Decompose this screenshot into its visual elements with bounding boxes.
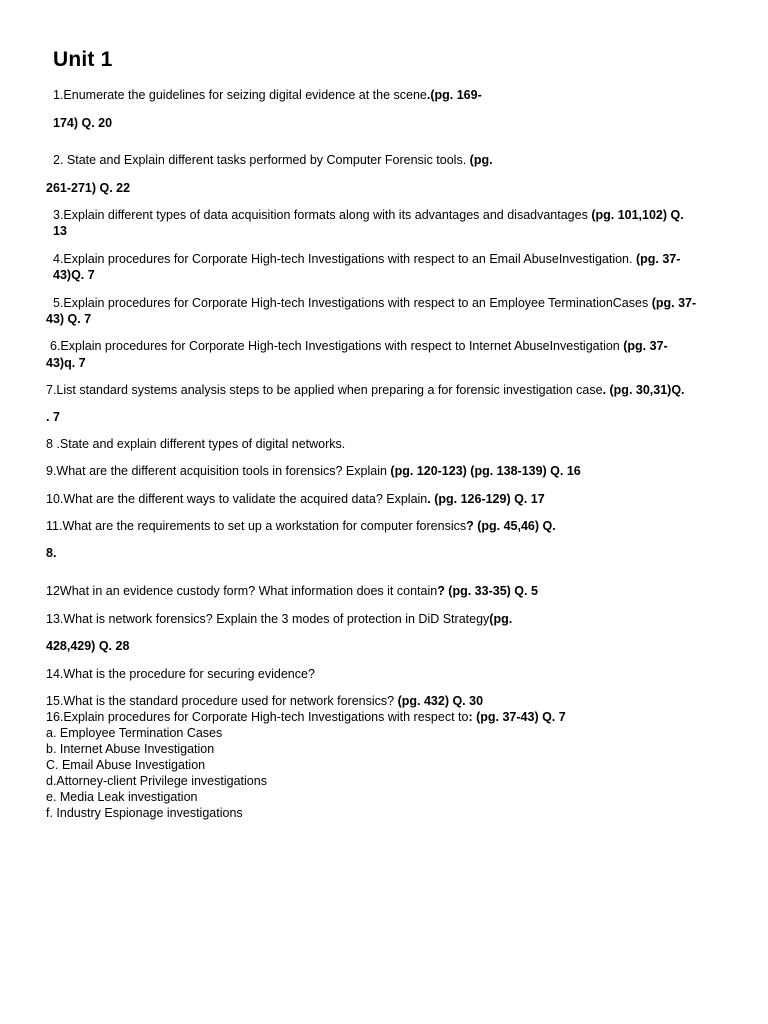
question-16-item: C. Email Abuse Investigation xyxy=(46,758,206,772)
question-6-text: 6.Explain procedures for Corporate High-tech Investigations with respect to Internet AbuseInvestigation xyxy=(50,339,624,353)
question-13 xyxy=(46,611,512,627)
question-16-item: f. Industry Espionage investigations xyxy=(46,806,243,820)
question-6-ref-cont: 43)q. 7 xyxy=(46,356,86,370)
question-1-text: 1.Enumerate the guidelines for seizing digital evidence at the scene xyxy=(53,88,427,102)
question-9 xyxy=(46,463,581,479)
question-3-ref: (pg. 101,102) Q. xyxy=(591,208,684,222)
question-5-text: 5.Explain procedures for Corporate High-tech Investigations with respect to an Employee TerminationCases xyxy=(53,296,652,310)
question-10-ref: . (pg. 126-129) Q. 17 xyxy=(427,492,545,506)
question-2-ref-cont: 261-271) Q. 22 xyxy=(46,181,131,195)
question-6 xyxy=(50,338,668,354)
question-16-item: e. Media Leak investigation xyxy=(46,790,198,804)
question-15-ref: (pg. 432) Q. 30 xyxy=(397,694,484,708)
question-2-ref: (pg. xyxy=(469,153,493,167)
question-16-text: 16.Explain procedures for Corporate High-tech Investigations with respect to xyxy=(46,710,469,724)
page-title: Unit 1 xyxy=(53,48,113,71)
question-11-ref: ? (pg. 45,46) Q. xyxy=(466,519,556,533)
question-4-ref: (pg. 37- xyxy=(635,252,681,266)
question-7-ref: . (pg. 30,31)Q. xyxy=(602,383,685,397)
question-1 xyxy=(53,87,482,103)
question-2 xyxy=(53,152,493,168)
question-5-ref-cont: 43) Q. 7 xyxy=(46,312,92,326)
question-16-ref: : (pg. 37-43) Q. 7 xyxy=(468,710,566,724)
question-3 xyxy=(53,207,684,223)
question-14-text: 14.What is the procedure for securing evidence? xyxy=(46,667,315,681)
question-4-ref-cont: 43)Q. 7 xyxy=(53,268,95,282)
question-13-ref: (pg. xyxy=(489,612,513,626)
question-16-item: d.Attorney-client Privilege investigations xyxy=(46,774,267,788)
question-5-ref: (pg. 37- xyxy=(651,296,697,310)
question-2-text: 2. State and Explain different tasks performed by Computer Forensic tools. xyxy=(53,153,470,167)
question-16 xyxy=(46,709,566,725)
question-15-text: 15.What is the standard procedure used for network forensics? xyxy=(46,694,398,708)
question-3-text: 3.Explain different types of data acquisition formats along with its advantages and disadvantages xyxy=(53,208,592,222)
question-8 xyxy=(46,436,345,452)
question-9-ref: (pg. 120-123) (pg. 138-139) Q. 16 xyxy=(390,464,581,478)
question-11-ref-cont: 8. xyxy=(46,546,57,560)
question-13-text: 13.What is network forensics? Explain the 3 modes of protection in DiD Strategy xyxy=(46,612,490,626)
question-15 xyxy=(46,693,483,709)
question-12-text: 12What in an evidence custody form? What information does it contain xyxy=(46,584,438,598)
question-5 xyxy=(53,295,696,311)
question-8-text: 8 .State and explain different types of digital networks. xyxy=(46,437,346,451)
question-12 xyxy=(46,583,538,599)
question-7 xyxy=(46,382,685,398)
question-7-ref-cont: . 7 xyxy=(46,410,60,424)
question-3-ref-cont: 13 xyxy=(53,224,67,238)
question-12-ref: ? (pg. 33-35) Q. 5 xyxy=(437,584,538,598)
question-1-ref: .(pg. 169- xyxy=(426,88,482,102)
question-11-text: 11.What are the requirements to set up a workstation for computer forensics xyxy=(46,519,467,533)
question-4-text: 4.Explain procedures for Corporate High-tech Investigations with respect to an Email AbuseInvestigation. xyxy=(53,252,636,266)
question-9-text: 9.What are the different acquisition tools in forensics? Explain xyxy=(46,464,391,478)
question-4 xyxy=(53,251,680,267)
question-16-item: a. Employee Termination Cases xyxy=(46,726,223,740)
question-6-ref: (pg. 37- xyxy=(623,339,668,353)
question-13-ref-cont: 428,429) Q. 28 xyxy=(46,639,130,653)
question-14 xyxy=(46,666,315,682)
question-11 xyxy=(46,518,556,534)
question-10-text: 10.What are the different ways to validate the acquired data? Explain xyxy=(46,492,428,506)
question-10 xyxy=(46,491,545,507)
question-16-item: b. Internet Abuse Investigation xyxy=(46,742,215,756)
question-1-ref-cont: 174) Q. 20 xyxy=(53,116,113,130)
question-7-text: 7.List standard systems analysis steps to be applied when preparing a for forensic investigation case xyxy=(46,383,603,397)
